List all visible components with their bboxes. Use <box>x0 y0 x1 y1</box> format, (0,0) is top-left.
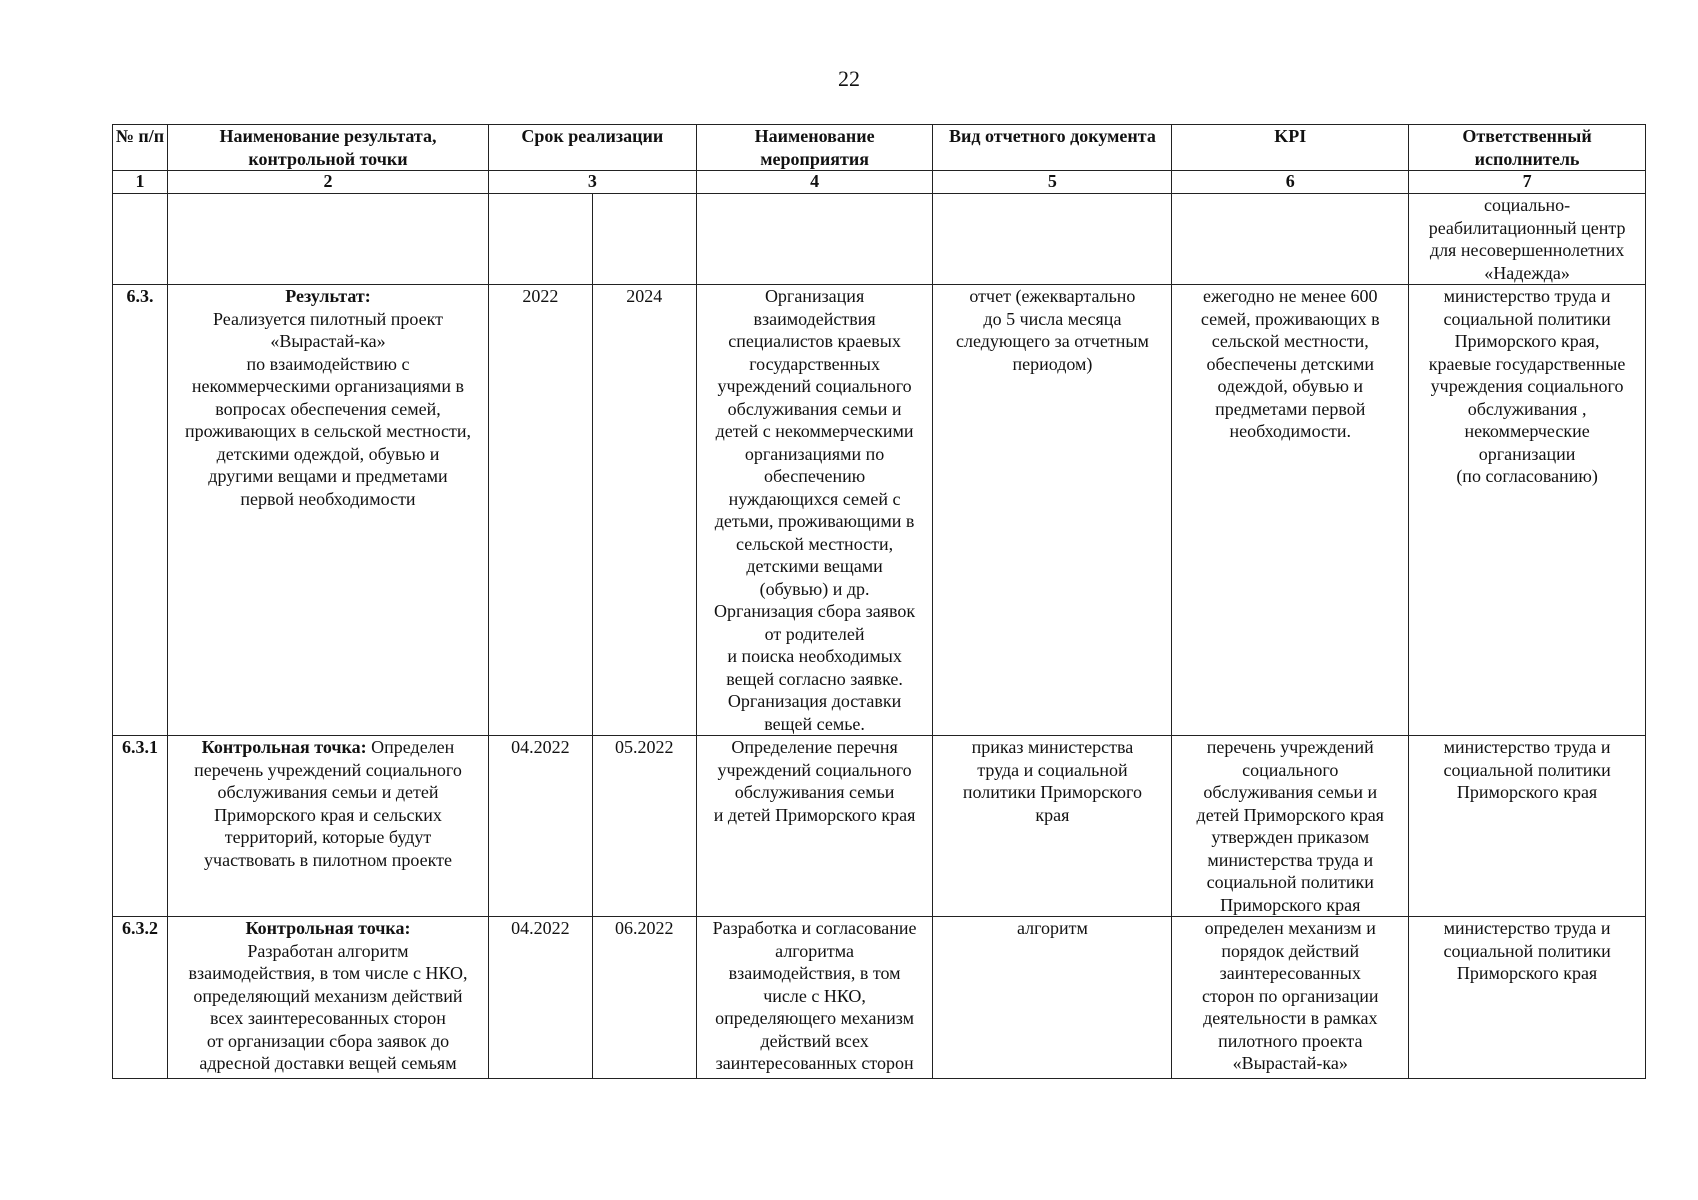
document-cell: алгоритм <box>933 917 1172 1079</box>
column-number: 6 <box>1172 171 1409 194</box>
checkpoint-text: Разработан алгоритм взаимодействия, в том числе с НКО, определяющий механизм действий всех заинтересованных сторон от организации сбора заявок до адресной доставки вещей семьям <box>188 940 468 1073</box>
row-number: 6.3.1 <box>113 736 168 917</box>
table-row <box>113 285 1646 736</box>
header-report-document: Вид отчетного документа <box>933 125 1172 171</box>
empty-cell <box>592 194 696 285</box>
result-label: Результат: <box>285 286 371 306</box>
end-date: 05.2022 <box>592 736 696 917</box>
result-cell <box>168 736 489 917</box>
document-cell: отчет (ежеквартально до 5 числа месяца следующего за отчетным периодом) <box>933 285 1172 736</box>
header-number: № п/п <box>113 125 168 171</box>
empty-cell <box>488 194 592 285</box>
column-number: 7 <box>1409 171 1646 194</box>
empty-cell <box>168 194 489 285</box>
row-number: 6.3.2 <box>113 917 168 1079</box>
header-executor: Ответственный исполнитель <box>1409 125 1646 171</box>
header-activity-name: Наименование мероприятия <box>696 125 933 171</box>
header-result-name: Наименование результата, контрольной точки <box>168 125 489 171</box>
result-cell <box>168 917 489 1079</box>
start-date: 2022 <box>488 285 592 736</box>
column-number-row <box>113 171 1646 194</box>
row-number: 6.3. <box>113 285 168 736</box>
empty-cell <box>1172 194 1409 285</box>
executor-cell: министерство труда и социальной политики Приморского края, краевые государственные учреждения социального обслуживания , некоммерческие организации (по согласованию) <box>1409 285 1646 736</box>
plan-table <box>112 124 1646 1079</box>
checkpoint-label: Контрольная точка: <box>201 737 367 757</box>
table-row <box>113 736 1646 917</box>
table-row <box>113 917 1646 1079</box>
kpi-cell: перечень учреждений социального обслуживания семьи и детей Приморского края утвержден приказом министерства труда и социальной политики Приморского края <box>1172 736 1409 917</box>
empty-cell <box>696 194 933 285</box>
result-cell <box>168 285 489 736</box>
activity-cell: Организация взаимодействия специалистов краевых государственных учреждений социального обслуживания семьи и детей с некоммерческими организациями по обеспечению нуждающихся семей с детьми, проживающими в сельской местности, детскими вещами (обувью) и др. Организация сбора заявок от родителей и поиска необходимых вещей согласно заявке. Организация доставки вещей семье. <box>696 285 933 736</box>
activity-cell: Разработка и согласование алгоритма взаимодействия, в том числе с НКО, определяющего механизм действий всех заинтересованных сторон <box>696 917 933 1079</box>
executor-cell: социально- реабилитационный центр для несовершеннолетних «Надежда» <box>1409 194 1646 285</box>
empty-cell <box>113 194 168 285</box>
executor-cell: министерство труда и социальной политики Приморского края <box>1409 736 1646 917</box>
kpi-cell: определен механизм и порядок действий заинтересованных сторон по организации деятельности в рамках пилотного проекта «Вырастай-ка» <box>1172 917 1409 1079</box>
end-date: 06.2022 <box>592 917 696 1079</box>
header-row <box>113 125 1646 171</box>
header-kpi: KPI <box>1172 125 1409 171</box>
start-date: 04.2022 <box>488 736 592 917</box>
document-cell: приказ министерства труда и социальной политики Приморского края <box>933 736 1172 917</box>
kpi-cell: ежегодно не менее 600 семей, проживающих в сельской местности, обеспечены детскими одеждой, обувью и предметами первой необходимости. <box>1172 285 1409 736</box>
header-period: Срок реализации <box>488 125 696 171</box>
start-date: 04.2022 <box>488 917 592 1079</box>
column-number: 4 <box>696 171 933 194</box>
executor-cell: министерство труда и социальной политики Приморского края <box>1409 917 1646 1079</box>
empty-cell <box>933 194 1172 285</box>
column-number: 1 <box>113 171 168 194</box>
column-number: 3 <box>488 171 696 194</box>
end-date: 2024 <box>592 285 696 736</box>
column-number: 2 <box>168 171 489 194</box>
activity-cell: Определение перечня учреждений социального обслуживания семьи и детей Приморского края <box>696 736 933 917</box>
checkpoint-label: Контрольная точка: <box>245 918 411 938</box>
checkpoint-text: Определен перечень учреждений социального обслуживания семьи и детей Приморского края и сельских территорий, которые будут участвовать в пилотном проекте <box>194 737 462 870</box>
page-number: 22 <box>838 66 860 91</box>
column-number: 5 <box>933 171 1172 194</box>
result-text: Реализуется пилотный проект «Вырастай-ка» по взаимодействию с некоммерческими организациями в вопросах обеспечения семей, проживающих в сельской местности, детскими одеждой, обувью и другими вещами и предметами первой необходимости <box>184 308 472 509</box>
continuation-row <box>113 194 1646 285</box>
